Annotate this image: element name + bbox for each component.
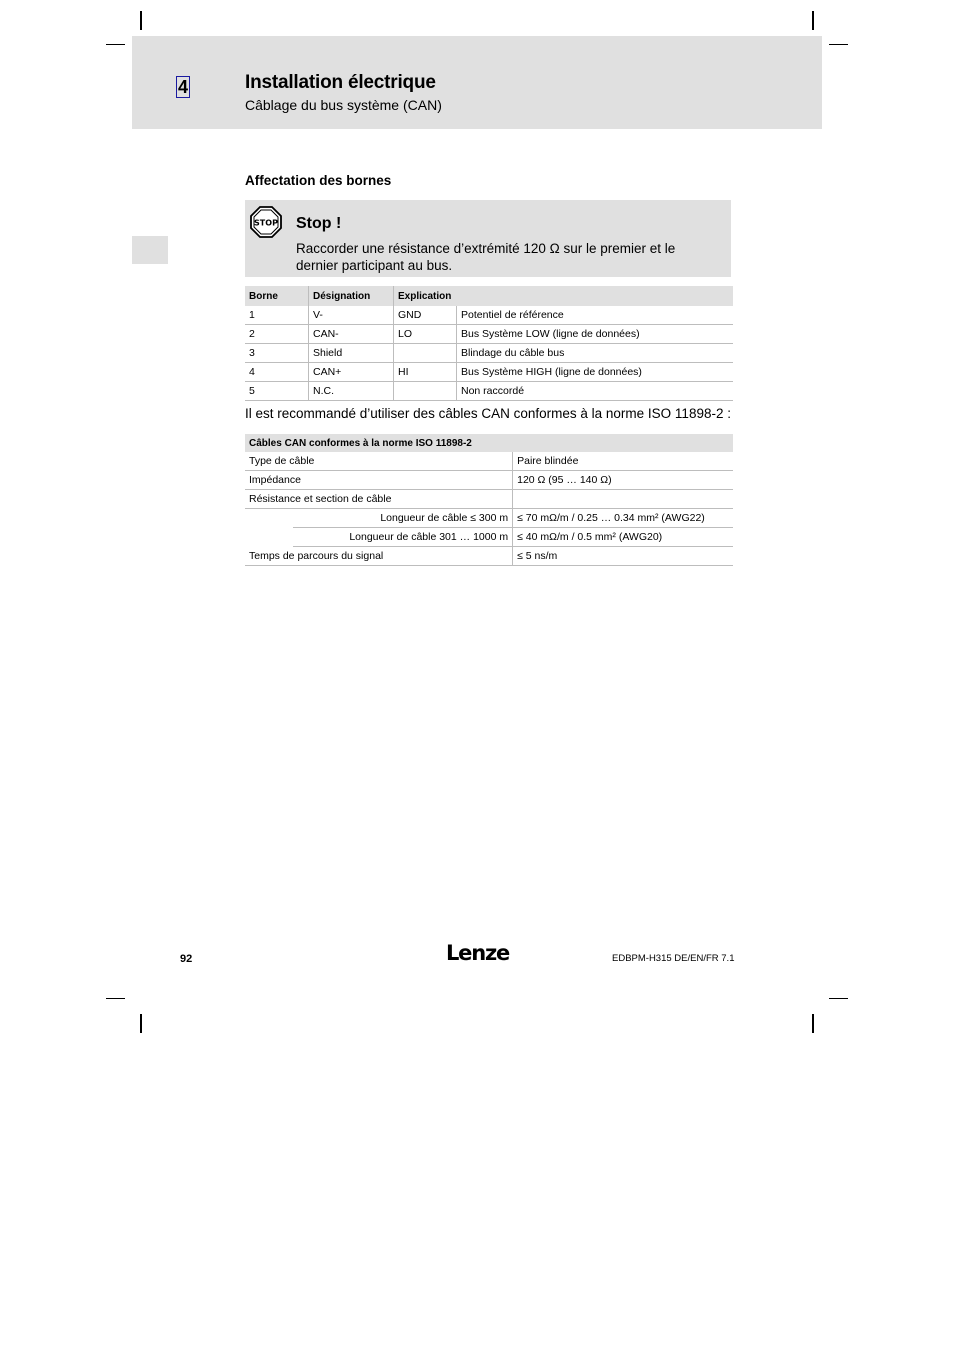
table-cell: CAN+	[309, 363, 394, 382]
column-header-blank	[457, 286, 734, 306]
table-cell-label: Temps de parcours du signal	[245, 547, 513, 566]
table-cell-label: Longueur de câble 301 … 1000 m	[293, 528, 513, 547]
table-cell: LO	[394, 325, 457, 344]
crop-mark	[140, 1014, 142, 1033]
recommendation-text: Il est recommandé d’utiliser des câbles CAN conformes à la norme ISO 11898-2 :	[245, 406, 731, 421]
column-header-explication: Explication	[394, 286, 457, 306]
table-row	[245, 452, 733, 471]
stop-text: Raccorder une résistance d’extrémité 120 Ω sur le premier et le dernier participant au bus.	[296, 241, 676, 273]
column-header-designation: Désignation	[309, 286, 394, 306]
table-cell-label: Type de câble	[245, 452, 513, 471]
table-cell-label: Longueur de câble ≤ 300 m	[293, 509, 513, 528]
crop-mark	[106, 998, 125, 999]
stop-notice	[245, 200, 731, 277]
chapter-title: Installation électrique	[245, 72, 436, 93]
table-header-row	[245, 286, 733, 306]
crop-mark	[812, 11, 814, 30]
table-cell-value: 120 Ω (95 … 140 Ω)	[513, 471, 733, 490]
chapter-number: 4	[177, 77, 188, 97]
stop-sign-icon	[250, 206, 282, 238]
table-cell: Potentiel de référence	[457, 306, 734, 325]
table-row	[245, 547, 733, 566]
table-row	[245, 490, 733, 509]
table-cell: Bus Système HIGH (ligne de données)	[457, 363, 734, 382]
crop-mark	[140, 11, 142, 30]
table-header-row	[245, 434, 733, 452]
table-cell-value: ≤ 70 mΩ/m / 0.25 … 0.34 mm² (AWG22)	[513, 509, 733, 528]
table-cell-value: Paire blindée	[513, 452, 733, 471]
table-cell: Bus Système LOW (ligne de données)	[457, 325, 734, 344]
table-cell-value	[513, 490, 733, 509]
section-heading: Affectation des bornes	[245, 173, 392, 188]
table-cell: V-	[309, 306, 394, 325]
table-cell: Shield	[309, 344, 394, 363]
table-cell: 1	[245, 306, 309, 325]
table-cell-indent	[245, 528, 293, 547]
stop-title: Stop !	[296, 215, 342, 232]
crop-mark	[829, 44, 848, 45]
crop-mark	[829, 998, 848, 999]
table-cell	[394, 382, 457, 401]
table-row	[245, 344, 733, 363]
table-cell-value: ≤ 40 mΩ/m / 0.5 mm² (AWG20)	[513, 528, 733, 547]
terminal-assignment-table	[245, 286, 733, 401]
table-cell: Blindage du câble bus	[457, 344, 734, 363]
table-cell: 4	[245, 363, 309, 382]
table-cell: 3	[245, 344, 309, 363]
table-cell	[394, 344, 457, 363]
lenze-logo: Lenze	[446, 941, 510, 965]
page-number: 92	[180, 953, 193, 965]
table-cell-indent	[245, 509, 293, 528]
side-tab-marker	[132, 236, 168, 264]
table-row	[245, 471, 733, 490]
table-cell: CAN-	[309, 325, 394, 344]
table-row	[245, 325, 733, 344]
table-row	[245, 528, 733, 547]
table-cell: HI	[394, 363, 457, 382]
chapter-header-band	[132, 36, 822, 129]
can-cable-table	[245, 434, 733, 566]
table-cell-label: Résistance et section de câble	[245, 490, 513, 509]
document-code: EDBPM-H315 DE/EN/FR 7.1	[612, 953, 735, 964]
table-cell-value: ≤ 5 ns/m	[513, 547, 733, 566]
crop-mark	[106, 44, 125, 45]
table-cell: GND	[394, 306, 457, 325]
table-cell-label: Impédance	[245, 471, 513, 490]
table-cell: 2	[245, 325, 309, 344]
table-cell: Non raccordé	[457, 382, 734, 401]
table-row	[245, 363, 733, 382]
cable-table-header: Câbles CAN conformes à la norme ISO 11898-2	[245, 434, 733, 452]
table-row	[245, 382, 733, 401]
table-cell: N.C.	[309, 382, 394, 401]
table-cell: 5	[245, 382, 309, 401]
table-row	[245, 306, 733, 325]
stop-sign-text: STOP	[254, 218, 278, 228]
table-row	[245, 509, 733, 528]
column-header-borne: Borne	[245, 286, 309, 306]
crop-mark	[812, 1014, 814, 1033]
chapter-subtitle: Câblage du bus système (CAN)	[245, 97, 442, 113]
